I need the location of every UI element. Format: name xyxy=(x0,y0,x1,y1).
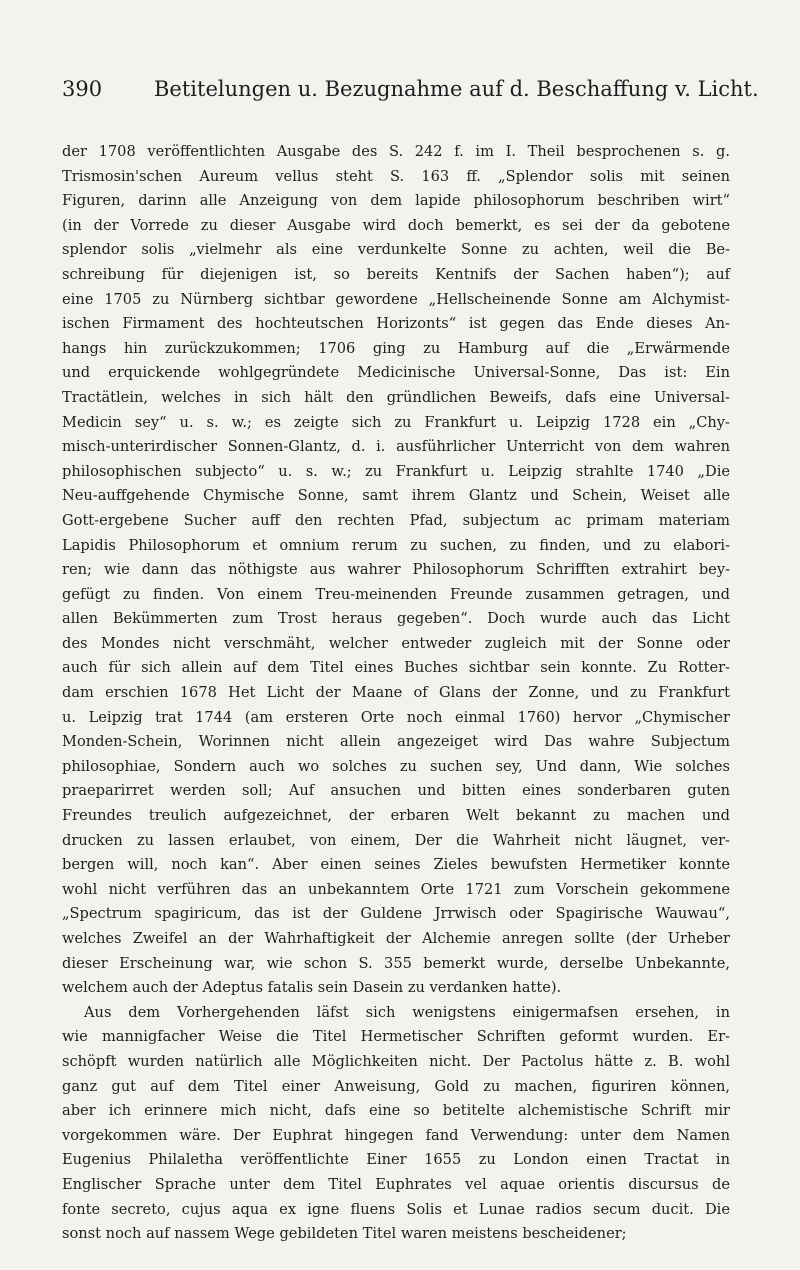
text-line: wie mannigfacher Weise die Titel Hermetischer Schriften geformt wurden. Er- xyxy=(62,1028,730,1046)
text-line: Freundes treulich aufgezeichnet, der erbaren Welt bekannt zu machen und xyxy=(62,807,730,825)
text-line: Englischer Sprache unter dem Titel Euphrates vel aquae orientis discursus de xyxy=(62,1175,730,1193)
text-line: der 1708 veröffentlichten Ausgabe des S. 242 f. im I. Theil besprochenen s. g. xyxy=(62,143,730,160)
text-line: Aus dem Vorhergehenden läfst sich wenigstens einigermafsen ersehen, in xyxy=(84,1003,730,1021)
text-line: bergen will, noch kan“. Aber einen seines Zieles bewufsten Hermetiker konnte xyxy=(62,856,730,874)
text-line: eine 1705 zu Nürnberg sichtbar gewordene „Hellscheinende Sonne am Alchymist- xyxy=(62,290,730,308)
text-line: schöpft wurden natürlich alle Möglichkeiten nicht. Der Pactolus hätte z. B. wohl xyxy=(62,1052,730,1070)
text-line: Tractätlein, welches in sich hält den gründlichen Beweifs, dafs eine Universal- xyxy=(62,388,730,406)
text-line: „Spectrum spagiricum, das ist der Guldene Jrrwisch oder Spagirische Wauwau“, xyxy=(62,905,730,923)
text-line: und erquickende wohlgegründete Medicinische Universal-Sonne, Das ist: Ein xyxy=(62,364,730,382)
text-line: drucken zu lassen erlaubet, von einem, Der die Wahrheit nicht läugnet, ver- xyxy=(62,831,730,849)
running-head xyxy=(62,74,759,104)
text-line: ganz gut auf dem Titel einer Anweisung, Gold zu machen, figuriren können, xyxy=(62,1077,730,1095)
text-line: dieser Erscheinung war, wie schon S. 355 bemerkt wurde, derselbe Unbekannte, xyxy=(62,954,730,972)
text-line: philosophiae, Sondern auch wo solches zu suchen sey, Und dann, Wie solches xyxy=(62,757,730,775)
text-line: ren; wie dann das nöthigste aus wahrer Philosophorum Schrifften extrahirt bey- xyxy=(62,561,730,579)
body-text xyxy=(62,140,730,1247)
text-line: Trismosin'schen Aureum vellus steht S. 163 ff. „Splendor solis mit seinen xyxy=(62,167,730,185)
text-line: hangs hin zurückzukommen; 1706 ging zu Hamburg auf die „Erwärmende xyxy=(62,339,730,357)
text-line: auch für sich allein auf dem Titel eines Buches sichtbar sein konnte. Zu Rotter- xyxy=(62,659,730,677)
text-line: dam erschien 1678 Het Licht der Maane of Glans der Zonne, und zu Frankfurt xyxy=(62,684,730,702)
text-line: schreibung für diejenigen ist, so bereits Kentnifs der Sachen haben“); auf xyxy=(62,265,730,283)
text-line: philosophischen subjecto“ u. s. w.; zu Frankfurt u. Leipzig strahlte 1740 „Die xyxy=(62,462,730,480)
text-line: fonte secreto, cujus aqua ex igne fluens Solis et Lunae radios secum ducit. Die xyxy=(62,1200,730,1218)
text-line: misch-unterirdischer Sonnen-Glantz, d. i. ausführlicher Unterricht von dem wahren xyxy=(62,438,730,456)
running-title: Betitelungen u. Bezugnahme auf d. Beschaffung v. Licht. xyxy=(154,77,759,101)
text-line: Lapidis Philosophorum et omnium rerum zu suchen, zu finden, und zu elabori- xyxy=(62,536,730,554)
text-line: Gott-ergebene Sucher auff den rechten Pfad, subjectum ac primam materiam xyxy=(62,511,730,529)
text-line: u. Leipzig trat 1744 (am ersteren Orte noch einmal 1760) hervor „Chymischer xyxy=(62,708,730,726)
text-line: splendor solis „vielmehr als eine verdunkelte Sonne zu achten, weil die Be- xyxy=(62,241,730,259)
text-line: welches Zweifel an der Wahrhaftigkeit der Alchemie anregen sollte (der Urheber xyxy=(62,930,730,947)
text-line: Figuren, darinn alle Anzeigung von dem lapide philosophorum beschriben wirt“ xyxy=(62,192,730,210)
page-number: 390 xyxy=(62,77,103,101)
text-line: Neu-auffgehende Chymische Sonne, samt ihrem Glantz und Schein, Weiset alle xyxy=(62,487,730,505)
text-line: Monden-Schein, Worinnen nicht allein angezeiget wird Das wahre Subjectum xyxy=(62,733,730,751)
text-line: wohl nicht verführen das an unbekanntem Orte 1721 zum Vorschein gekommene xyxy=(62,880,730,898)
text-line: welchem auch der Adeptus fatalis sein Dasein zu verdanken hatte). xyxy=(62,979,562,997)
text-line: des Mondes nicht verschmäht, welcher entweder zugleich mit der Sonne oder xyxy=(62,634,730,652)
text-line: vorgekommen wäre. Der Euphrat hingegen fand Verwendung: unter dem Namen xyxy=(62,1126,730,1144)
text-line: praeparirret werden soll; Auf ansuchen und bitten eines sonderbaren guten xyxy=(62,782,730,800)
text-line: ischen Firmament des hochteutschen Horizonts“ ist gegen das Ende dieses An- xyxy=(62,315,730,333)
text-line: gefügt zu finden. Von einem Treu-meinenden Freunde zusammen getragen, und xyxy=(62,585,730,603)
text-line: Eugenius Philaletha veröffentlichte Einer 1655 zu London einen Tractat in xyxy=(62,1151,730,1169)
text-line: allen Bekümmerten zum Trost heraus gegeben“. Doch wurde auch das Licht xyxy=(62,610,730,628)
text-line: Medicin sey“ u. s. w.; es zeigte sich zu Frankfurt u. Leipzig 1728 ein „Chy- xyxy=(62,413,730,431)
text-line: sonst noch auf nassem Wege gebildeten Titel waren meistens bescheidener; xyxy=(62,1225,627,1243)
text-line: aber ich erinnere mich nicht, dafs eine so betitelte alchemistische Schrift mir xyxy=(62,1102,730,1120)
text-line: (in der Vorrede zu dieser Ausgabe wird doch bemerkt, es sei der da gebotene xyxy=(62,216,730,234)
